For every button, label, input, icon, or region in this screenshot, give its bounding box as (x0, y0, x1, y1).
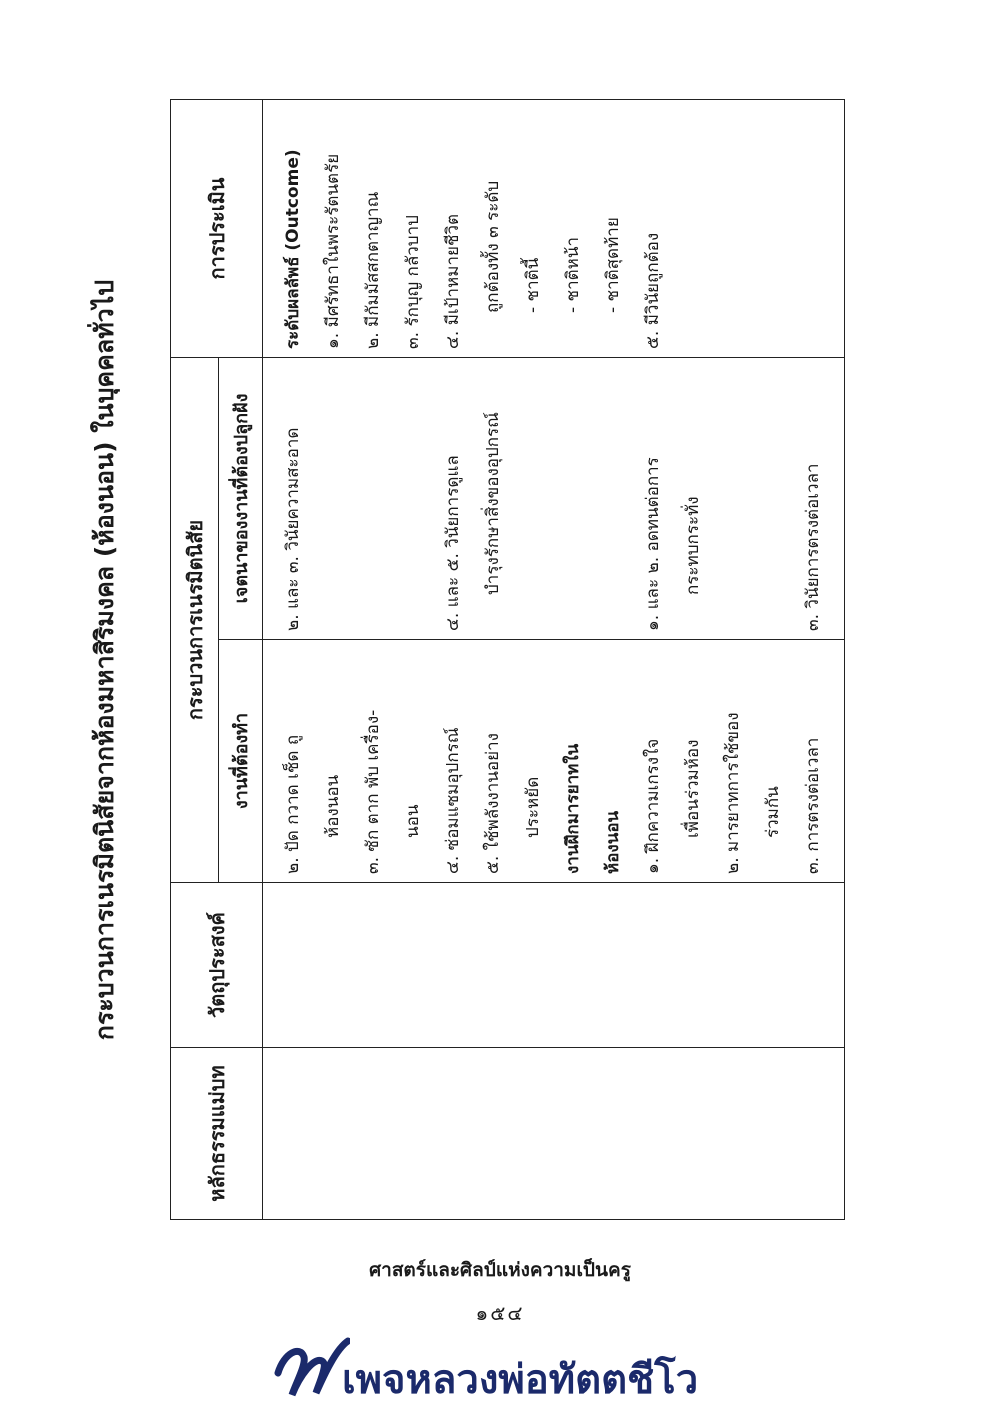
task-line: ๔. ซ่อมแซมอุปกรณ์ (443, 727, 463, 874)
evaluation-line: ๒. มีกัมมัสสกตาญาณ (363, 191, 383, 349)
task-heading: งานฝึกมารยาทใน (563, 743, 583, 874)
evaluation-line: - ชาตินี้ (523, 257, 543, 313)
intent-line (313, 366, 353, 631)
page-number: ๑๕๔ (475, 1301, 525, 1325)
intent-line (713, 366, 753, 631)
task-line: ๓. ซัก ตาก พับ เครื่อง- (363, 709, 383, 874)
task-line: ๑. ฝึกความเกรงใจ (643, 738, 663, 874)
intent-line: ๓. วินัยการตรงต่อเวลา (803, 463, 823, 631)
book-subtitle: ศาสตร์และศิลป์แห่งความเป็นครู (369, 1259, 631, 1281)
evaluation-cell (263, 99, 845, 357)
objective-cell (263, 883, 845, 1048)
header-objective: วัตถุประสงค์ (171, 883, 263, 1048)
evaluation-line: - ชาติสุดท้าย (603, 217, 623, 313)
intent-cell (263, 357, 845, 639)
intent-line (753, 366, 793, 631)
evaluation-line: ๕. มีวินัยถูกต้อง (643, 232, 663, 349)
rotated-page (80, 100, 860, 1220)
intent-line (353, 366, 393, 631)
intent-line: ๔. และ ๕. วินัยการดูแล (443, 455, 463, 631)
page-logo (270, 1335, 730, 1405)
intent-line (513, 366, 553, 631)
evaluation-line: ๔. มีเป้าหมายชีวิต (443, 213, 463, 349)
task-heading: ห้องนอน (603, 810, 623, 874)
header-process: กระบวนการเนรมิตนิสัย (171, 357, 219, 882)
header-principle: หลักธรรมแม่บท (171, 1048, 263, 1220)
logo-mark-icon (270, 1335, 350, 1405)
task-line: ๕. ใช้พลังงานอย่าง (483, 733, 503, 874)
evaluation-line: ถูกต้องทั้ง ๓ ระดับ (483, 180, 503, 313)
intent-line: กระทบกระทั่ง (683, 496, 703, 595)
evaluation-line: - ชาติหน้า (563, 236, 583, 313)
task-line: เพื่อนร่วมห้อง (683, 739, 703, 838)
process-table (170, 99, 845, 1220)
intent-line: ๑. และ ๒. อดทนต่อการ (643, 457, 663, 631)
outcome-heading: ระดับผลลัพธ์ (Outcome) (283, 149, 303, 349)
task-line: ๒. ปัด กวาด เช็ด ถู (283, 734, 303, 874)
task-line: ๒. มารยาทการใช้ของ (723, 712, 743, 874)
task-line: ห้องนอน (323, 774, 343, 838)
logo-text: เพจหลวงพ่อทัตตชีโว (342, 1356, 699, 1403)
task-line: ประหยัด (523, 776, 543, 838)
header-intent: เจตนาของงานที่ต้องปลูกฝัง (219, 357, 263, 639)
header-tasks: งานที่ต้องทำ (219, 640, 263, 883)
evaluation-line: ๑. มีศรัทธาในพระรัตนตรัย (323, 153, 343, 349)
intent-line (593, 366, 633, 631)
tasks-cell (263, 640, 845, 883)
task-line: นอน (403, 804, 423, 838)
evaluation-line: ๓. รักบุญ กลัวบาป (403, 215, 423, 349)
task-line: ๓. การตรงต่อเวลา (803, 737, 823, 874)
intent-line: ๒. และ ๓. วินัยความสะอาด (283, 427, 303, 631)
intent-line (553, 366, 593, 631)
intent-line: บำรุงรักษาสิ่งของอุปกรณ์ (483, 412, 503, 595)
task-line: ร่วมกัน (763, 786, 783, 838)
intent-line (393, 366, 433, 631)
page-title: กระบวนการเนรมิตนิสัยจากห้องมหาสิริมงคล (ห้องนอน) ในบุคคลทั่วไป (90, 279, 119, 1041)
header-evaluation: การประเมิน (171, 99, 263, 357)
principle-cell (263, 1048, 845, 1220)
